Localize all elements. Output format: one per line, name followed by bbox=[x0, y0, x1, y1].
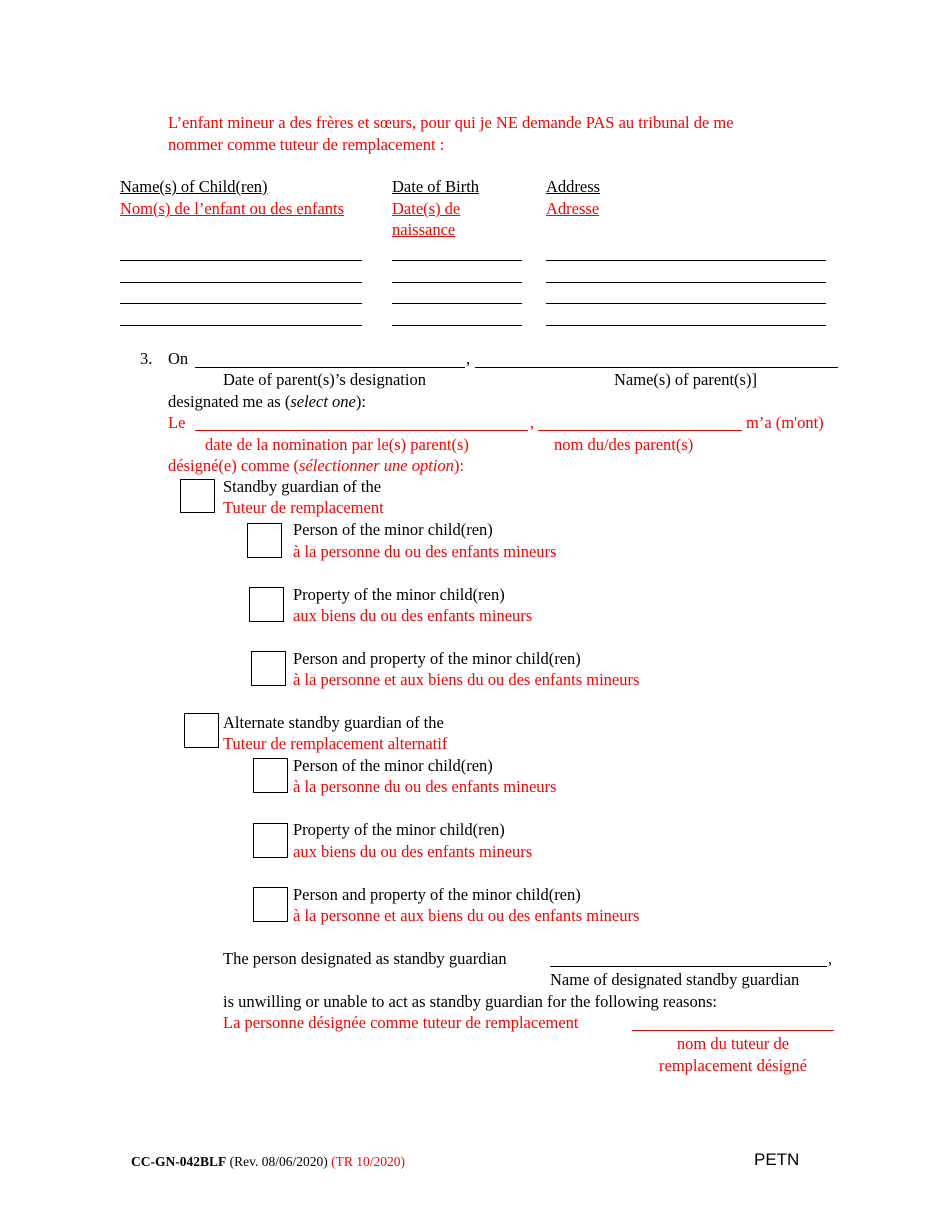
form-translation: (TR 10/2020) bbox=[331, 1154, 405, 1169]
unwilling-prefix-fr: La personne désignée comme tuteur de remplacement bbox=[223, 1013, 579, 1032]
standby-person-label: Person of the minor child(ren) bbox=[293, 520, 493, 539]
footer-form-id bbox=[131, 1155, 405, 1169]
section-number: 3. bbox=[140, 349, 153, 368]
fr-date-caption: date de la nomination par le(s) parent(s) bbox=[205, 435, 469, 454]
designated-guardian-name-field-fr[interactable] bbox=[632, 1030, 834, 1031]
sibling-name-field[interactable] bbox=[120, 303, 362, 304]
parent-caption: Name(s) of parent(s)] bbox=[614, 370, 757, 389]
alternate-person-property-checkbox[interactable] bbox=[253, 887, 288, 922]
sibling-address-field[interactable] bbox=[546, 260, 826, 261]
fr-date-field[interactable] bbox=[195, 430, 528, 431]
fr-designe-line: désigné(e) comme (sélectionner une option): bbox=[168, 456, 465, 475]
standby-guardian-label: Standby guardian of the bbox=[223, 477, 382, 496]
standby-person-property-checkbox[interactable] bbox=[251, 651, 286, 686]
sibling-name-field[interactable] bbox=[120, 325, 362, 326]
fr-le-label: Le bbox=[168, 413, 186, 432]
unwilling-prefix: The person designated as standby guardian bbox=[223, 949, 507, 968]
alternate-guardian-label-fr: Tuteur de remplacement alternatif bbox=[223, 734, 448, 753]
fr-parent-caption: nom du/des parent(s) bbox=[554, 435, 694, 454]
col-header-dob-fr: Date(s) de bbox=[392, 199, 461, 218]
footer-tag: PETN bbox=[754, 1150, 800, 1169]
sibling-dob-field[interactable] bbox=[392, 325, 522, 326]
sibling-dob-field[interactable] bbox=[392, 282, 522, 283]
sibling-dob-field[interactable] bbox=[392, 303, 522, 304]
standby-person-label-fr: à la personne du ou des enfants mineurs bbox=[293, 542, 557, 561]
parent-names-field[interactable] bbox=[475, 367, 838, 368]
on-label: On bbox=[168, 349, 189, 368]
sibling-address-field[interactable] bbox=[546, 282, 826, 283]
col-header-name-fr: Nom(s) de l’enfant ou des enfants bbox=[120, 199, 345, 218]
alternate-person-property-label-fr: à la personne et aux biens du ou des enfants mineurs bbox=[293, 906, 640, 925]
sibling-address-field[interactable] bbox=[546, 325, 826, 326]
col-header-address-fr: Adresse bbox=[546, 199, 600, 218]
standby-person-property-label: Person and property of the minor child(ren) bbox=[293, 649, 581, 668]
unwilling-comma: , bbox=[828, 949, 833, 968]
designated-guardian-caption-fr-2: remplacement désigné bbox=[659, 1056, 807, 1075]
alternate-person-label: Person of the minor child(ren) bbox=[293, 756, 493, 775]
intro-line-2: nommer comme tuteur de remplacement : bbox=[168, 135, 445, 154]
designation-date-field[interactable] bbox=[195, 367, 465, 368]
alternate-guardian-checkbox[interactable] bbox=[184, 713, 219, 748]
alternate-person-label-fr: à la personne du ou des enfants mineurs bbox=[293, 777, 557, 796]
designated-line: designated me as (select one): bbox=[168, 392, 366, 411]
col-header-address: Address bbox=[546, 177, 601, 196]
standby-person-property-label-fr: à la personne et aux biens du ou des enfants mineurs bbox=[293, 670, 640, 689]
col-header-dob-fr-2: naissance bbox=[392, 220, 456, 239]
sibling-name-field[interactable] bbox=[120, 282, 362, 283]
sibling-dob-field[interactable] bbox=[392, 260, 522, 261]
form-code: CC-GN-042BLF bbox=[131, 1154, 227, 1169]
standby-guardian-label-fr: Tuteur de remplacement bbox=[223, 498, 384, 517]
fr-parent-field[interactable] bbox=[538, 430, 742, 431]
standby-property-label-fr: aux biens du ou des enfants mineurs bbox=[293, 606, 533, 625]
intro-line-1: L’enfant mineur a des frères et sœurs, pour qui je NE demande PAS au tribunal de me bbox=[168, 113, 734, 132]
date-caption: Date of parent(s)’s designation bbox=[223, 370, 426, 389]
alternate-property-checkbox[interactable] bbox=[253, 823, 288, 858]
alternate-property-label: Property of the minor child(ren) bbox=[293, 820, 505, 839]
unwilling-line-2: is unwilling or unable to act as standby guardian for the following reasons: bbox=[223, 992, 717, 1011]
standby-guardian-checkbox[interactable] bbox=[180, 479, 215, 513]
alternate-person-property-label: Person and property of the minor child(ren) bbox=[293, 885, 581, 904]
form-revision: (Rev. 08/06/2020) bbox=[229, 1154, 328, 1169]
standby-property-checkbox[interactable] bbox=[249, 587, 284, 622]
fr-comma: , bbox=[530, 413, 535, 432]
designated-guardian-caption-fr-1: nom du tuteur de bbox=[676, 1034, 790, 1053]
designated-guardian-caption: Name of designated standby guardian bbox=[550, 970, 800, 989]
fr-ma-label: m’a (m'ont) bbox=[746, 413, 824, 432]
alternate-person-checkbox[interactable] bbox=[253, 758, 288, 793]
standby-person-checkbox[interactable] bbox=[247, 523, 282, 558]
alternate-guardian-label: Alternate standby guardian of the bbox=[223, 713, 444, 732]
standby-property-label: Property of the minor child(ren) bbox=[293, 585, 505, 604]
sibling-name-field[interactable] bbox=[120, 260, 362, 261]
sibling-address-field[interactable] bbox=[546, 303, 826, 304]
col-header-name: Name(s) of Child(ren) bbox=[120, 177, 268, 196]
designated-guardian-name-field[interactable] bbox=[550, 966, 827, 967]
alternate-property-label-fr: aux biens du ou des enfants mineurs bbox=[293, 842, 533, 861]
comma: , bbox=[466, 349, 471, 368]
col-header-dob: Date of Birth bbox=[392, 177, 480, 196]
